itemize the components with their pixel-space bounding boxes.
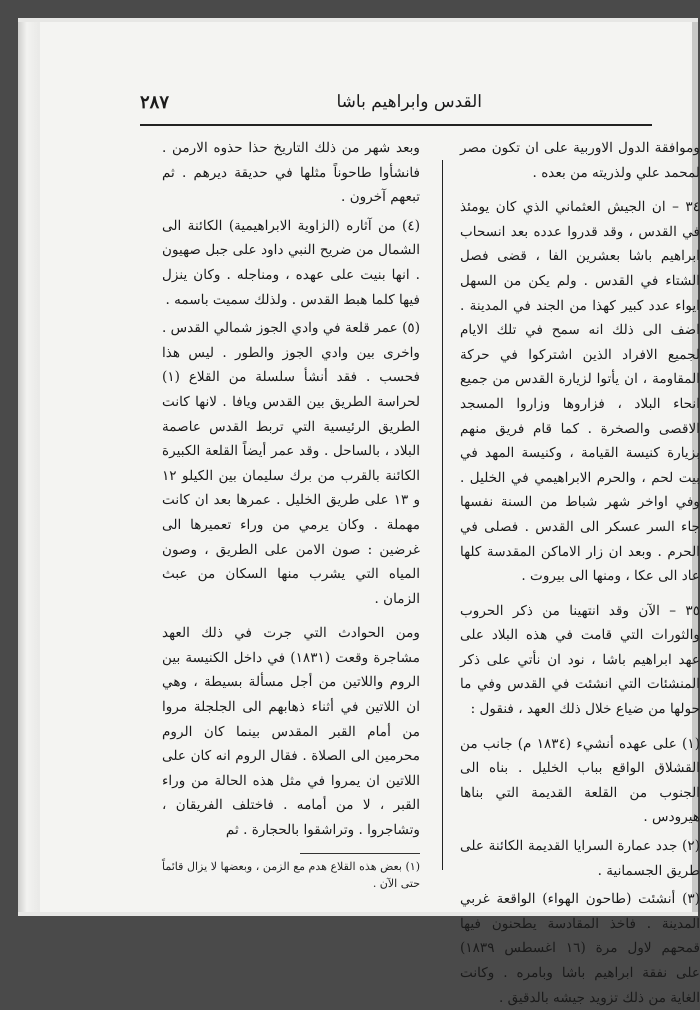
- list-item-1: (١) على عهده أنشيء (١٨٣٤ م) جانب من القشلاق الواقع بباب الخليل . بناه الى الجنوب من القلعة القديمة التي بناها هيرودس .: [460, 735, 700, 826]
- list-item-5: (٥) عمر قلعة في وادي الجوز شمالي القدس . واخرى بين وادي الجوز والطور . ليس هذا فحسب . فقد أنشأ سلسلة من القلاع (١) لحراسة الطريق بين القدس ويافا . لانها كانت الطريق الرئيسية التي تربط القدس عاصمة البلاد ، بالساحل . وقد عمر أيضاً القلعة الكبيرة الكائنة بالقرب من برك سليمان بين الكيلو ١٢ و ١٣ على طريق الخليل . عمرها بعد ان كانت مهملة . وكان يرمي من وراء تعميرها الى غرضين : صون الامن على الطريق ، وصون المياه التي يشرب منها السكان من عبث الزمان .: [162, 320, 421, 607]
- page-stack-edge: [18, 22, 41, 912]
- right-column: [460, 136, 700, 1010]
- list-item-4: (٤) من آثاره (الزاوية الابراهيمية) الكائنة الى الشمال من ضريح النبي داود على جبل صهيون . انها بنيت على عهده ، ومناجله . وكان ينزل فيها كلما هبط القدس . ولذلك سميت باسمه .: [162, 217, 420, 308]
- paragraph-35: ٣٥ – الآن وقد انتهينا من ذكر الحروب والثورات التي قامت في هذه البلاد على عهد ابراهيم باشا ، نود ان نأتي على ذكر المنشئات التي انشئت في القدس وفي ما حولها من ضياع خلال ذلك العهد ، فنقول :: [460, 602, 700, 718]
- page-number: ٢٨٧: [140, 92, 170, 113]
- book-page: [40, 22, 700, 1006]
- left-column: [162, 136, 420, 892]
- paragraph: وموافقة الدول الاوربية على ان تكون مصر لمحمد علي ولذريته من بعده .: [460, 140, 700, 181]
- running-title: القدس وابراهيم باشا: [336, 92, 482, 112]
- column-divider: [442, 160, 443, 870]
- footnote-rule: [300, 853, 420, 854]
- list-item-2: (٢) جدد عمارة السرايا القديمة الكائنة على طريق الجسمانية .: [460, 838, 700, 879]
- list-item-3: (٣) أنشئت (طاحون الهواء) الواقعة غربي المدينة . فاخذ المقادسة يطحنون فيها قمحهم لاول مرة (١٦ اغسطس ١٨٣٩) على نفقة ابراهيم باشا وبامره . وكانت الغاية من ذلك تزويد جيشه بالدقيق .: [460, 891, 700, 1006]
- footnote: (١) بعض هذه القلاع هدم مع الزمن ، وبعضها لا يزال قائماً حتى الآن .: [162, 859, 420, 890]
- paragraph-34: ٣٤ – ان الجيش العثماني الذي كان يومئذ في القدس ، وقد قدروا عدده بعد انسحاب ابراهيم باشا بعشرين الفا ، قضى فصل الشتاء في القدس . ولم يكن من السهل ايواء عدد كبير كهذا من الجند في المدينة . اضف الى ذلك انه سمح في تلك الايام لجميع الافراد الذين اشتركوا في حركة المقاومة ، ان يأتوا لزيارة القدس من جميع انحاء البلاد ، فزاروها وزاروا المسجد الاقصى والصخرة . كما قام فريق منهم بزيارة كنيسة القيامة ، وكنيسة المهد في بيت لحم ، والحرم الابراهيمي في الخليل . وفي اواخر شهر شباط من السنة نفسها جاء السر عسكر الى القدس . فصلى في الحرم . وبعد ان زار الاماكن المقدسة كلها عاد الى عكا ، ومنها الى بيروت .: [460, 199, 700, 585]
- paragraph: وبعد شهر من ذلك التاريخ حذا حذوه الارمن . فانشأوا طاحوناً مثلها في حديقة ديرهم . ثم تبعهم آخرون .: [162, 140, 420, 206]
- paragraph: ومن الحوادث التي جرت في ذلك العهد مشاجرة وقعت (١٨٣١) في داخل الكنيسة بين الروم واللاتين من أجل مسألة بسيطة ، وهي ان اللاتين في أثناء ذهابهم الى الجلجلة مروا من أمام القبر المقدس بينما كان الروم محرمين الى الصلاة . فقال الروم انه كان على اللاتين ان يمروا في مثل هذه الحالة من وراء القبر ، لا من أمامه . فاختلف الفريقان ، وتشاجروا . وتراشقوا بالحجارة . ثم: [162, 625, 420, 839]
- page-header: [140, 92, 652, 120]
- header-rule: [140, 124, 652, 126]
